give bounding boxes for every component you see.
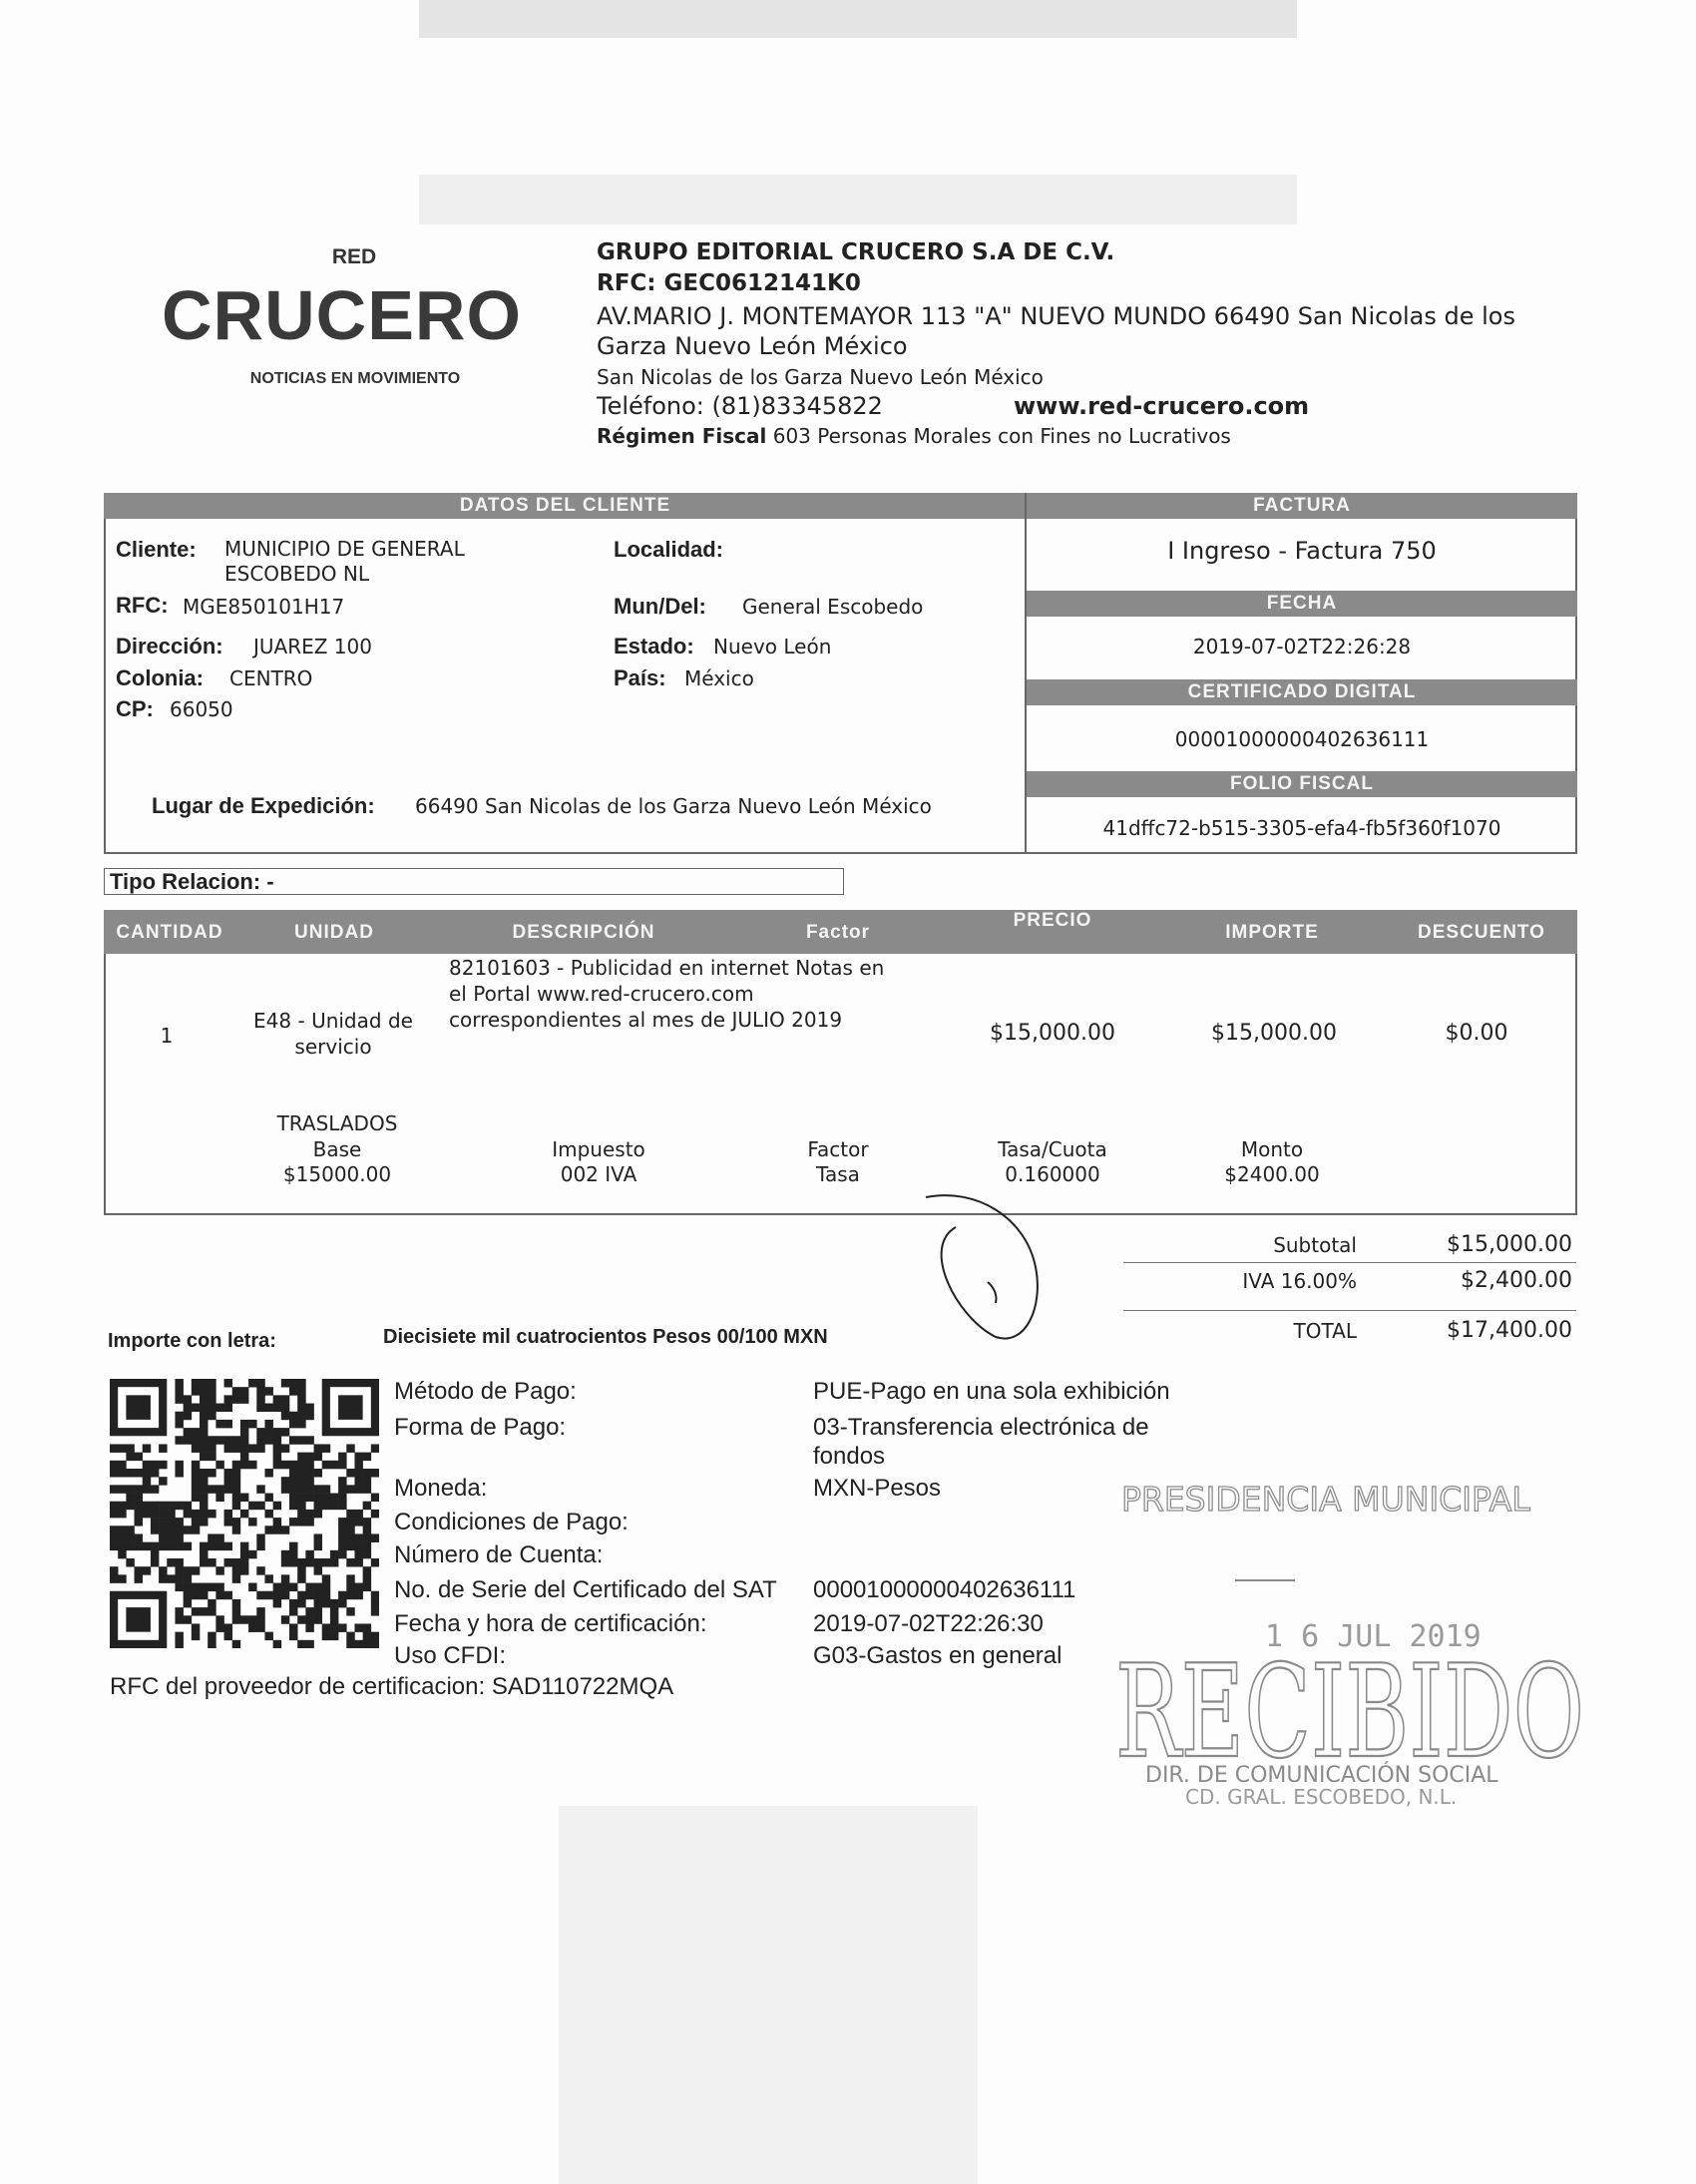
issuer-name: GRUPO EDITORIAL CRUCERO S.A DE C.V. bbox=[597, 239, 1115, 265]
cliente-value-line1: MUNICIPIO DE GENERAL bbox=[224, 537, 465, 561]
row-precio: $15,000.00 bbox=[990, 1021, 1115, 1046]
issuer-regime bbox=[597, 424, 1231, 448]
traslados-factor-value: Tasa bbox=[816, 1162, 860, 1186]
cp-value: 66050 bbox=[170, 697, 233, 721]
logo-top-word: RED bbox=[331, 245, 377, 268]
bleed-through-band bbox=[419, 175, 1297, 224]
subtotal-label: Subtotal bbox=[1273, 1233, 1357, 1257]
importe-letra-value: Diecisiete mil cuatrocientos Pesos 00/100 MXN bbox=[383, 1326, 828, 1348]
traslados-factor-label: Factor bbox=[807, 1137, 869, 1161]
forma-pago-value-line1: 03-Transferencia electrónica de bbox=[813, 1414, 1149, 1441]
lugar-expedicion-value: 66490 San Nicolas de los Garza Nuevo León México bbox=[415, 794, 932, 818]
folio-value: 41dffc72-b515-3305-efa4-fb5f360f1070 bbox=[1102, 816, 1501, 840]
subtotal-value: $15,000.00 bbox=[1447, 1232, 1572, 1257]
invoice-section-header: FACTURA bbox=[1027, 493, 1577, 519]
svg-text:RECIBIDO: RECIBIDO bbox=[1115, 1638, 1584, 1787]
tipo-relacion-value: - bbox=[266, 869, 274, 894]
localidad-label: Localidad: bbox=[614, 537, 724, 562]
col-cantidad: CANTIDAD bbox=[116, 922, 223, 943]
total-value: $17,400.00 bbox=[1447, 1318, 1572, 1343]
uso-cfdi-label: Uso CFDI: bbox=[394, 1642, 507, 1669]
traslados-impuesto-label: Impuesto bbox=[552, 1137, 645, 1161]
metodo-pago-value: PUE-Pago en una sola exhibición bbox=[813, 1378, 1170, 1405]
bleed-through-top-bar bbox=[419, 0, 1297, 38]
forma-pago-value-line2: fondos bbox=[813, 1443, 886, 1470]
traslados-impuesto-value: 002 IVA bbox=[560, 1162, 637, 1186]
colonia-value: CENTRO bbox=[229, 666, 313, 690]
col-descripcion: DESCRIPCIÓN bbox=[512, 922, 655, 943]
lugar-expedicion-label: Lugar de Expedición: bbox=[152, 793, 375, 818]
mundel-label: Mun/Del: bbox=[614, 594, 706, 619]
traslados-tasa-label: Tasa/Cuota bbox=[998, 1137, 1107, 1161]
colonia-label: Colonia: bbox=[116, 665, 204, 690]
estado-label: Estado: bbox=[614, 634, 694, 658]
fecha-header: FECHA bbox=[1027, 591, 1577, 617]
traslados-base-value: $15000.00 bbox=[282, 1162, 392, 1186]
estado-value: Nuevo León bbox=[713, 635, 832, 658]
condiciones-label: Condiciones de Pago: bbox=[394, 1509, 629, 1535]
traslados-monto-value: $2400.00 bbox=[1224, 1162, 1320, 1186]
cliente-label: Cliente: bbox=[116, 537, 197, 562]
pais-label: País: bbox=[614, 665, 666, 690]
total-label: TOTAL bbox=[1293, 1319, 1357, 1343]
regime-value: 603 Personas Morales con Fines no Lucrativos bbox=[772, 424, 1231, 448]
handwritten-check-mark bbox=[916, 1187, 1065, 1357]
cp-label: CP: bbox=[116, 696, 154, 721]
pais-value: México bbox=[684, 666, 754, 690]
logo-main-word: CRUCERO bbox=[162, 276, 522, 354]
tipo-relacion-label: Tipo Relacion: bbox=[110, 869, 261, 894]
col-unidad: UNIDAD bbox=[294, 922, 374, 943]
fecha-value: 2019-07-02T22:26:28 bbox=[1192, 635, 1412, 658]
issuer-address-line2: Garza Nuevo León México bbox=[597, 332, 908, 360]
issuer-phone: Teléfono: (81)83345822 bbox=[597, 392, 883, 420]
subtotal-rule bbox=[1123, 1262, 1576, 1263]
certificado-header: CERTIFICADO DIGITAL bbox=[1027, 679, 1577, 705]
direccion-value: JUAREZ 100 bbox=[253, 635, 372, 658]
regime-label: Régimen Fiscal bbox=[597, 424, 767, 448]
issuer-city-line: San Nicolas de los Garza Nuevo León México bbox=[597, 365, 1044, 389]
certificado-value: 00001000000402636111 bbox=[1174, 727, 1430, 751]
svg-text:PRESIDENCIA MUNICIPAL: PRESIDENCIA MUNICIPAL bbox=[1121, 1480, 1530, 1519]
issuer-address-line1: AV.MARIO J. MONTEMAYOR 113 "A" NUEVO MUNDO 66490 San Nicolas de los bbox=[597, 302, 1515, 330]
rfc-proveedor-value: SAD110722MQA bbox=[491, 1673, 674, 1700]
row-descuento: $0.00 bbox=[1445, 1021, 1508, 1046]
bleed-through-figure bbox=[559, 1806, 978, 2184]
row-desc-line1: 82101603 - Publicidad en internet Notas en bbox=[449, 956, 885, 980]
traslados-title: TRASLADOS bbox=[276, 1111, 398, 1135]
tipo-relacion bbox=[110, 869, 274, 895]
folio-header: FOLIO FISCAL bbox=[1027, 771, 1577, 797]
rfc-label: RFC: bbox=[116, 593, 169, 618]
issuer-rfc: RFC: GEC0612141K0 bbox=[597, 270, 861, 296]
svg-text:CD. GRAL. ESCOBEDO, N.L.: CD. GRAL. ESCOBEDO, N.L. bbox=[1185, 1785, 1458, 1808]
moneda-value: MXN-Pesos bbox=[813, 1475, 942, 1502]
importe-letra-label: Importe con letra: bbox=[108, 1330, 276, 1352]
rfc-proveedor-label: RFC del proveedor de certificacion: bbox=[110, 1673, 486, 1700]
iva-value: $2,400.00 bbox=[1461, 1268, 1572, 1293]
svg-text:1 6 JUL 2019: 1 6 JUL 2019 bbox=[1265, 1619, 1482, 1654]
col-descuento: DESCUENTO bbox=[1418, 922, 1545, 943]
traslados-monto-label: Monto bbox=[1240, 1137, 1304, 1161]
factura-value: I Ingreso - Factura 750 bbox=[1167, 537, 1437, 565]
col-factor: Factor bbox=[805, 922, 871, 943]
iva-label: IVA 16.00% bbox=[1242, 1269, 1357, 1293]
row-unidad-line1: E48 - Unidad de bbox=[253, 1009, 413, 1033]
numero-cuenta-label: Número de Cuenta: bbox=[394, 1541, 604, 1568]
rfc-proveedor bbox=[110, 1673, 673, 1701]
col-precio: PRECIO bbox=[1013, 910, 1092, 931]
row-desc-line3: correspondientes al mes de JULIO 2019 bbox=[449, 1008, 843, 1032]
svg-text:DIR. DE COMUNICACIÓN SOCIAL: DIR. DE COMUNICACIÓN SOCIAL bbox=[1145, 1763, 1498, 1788]
client-section-header: DATOS DEL CLIENTE bbox=[104, 493, 1027, 519]
qr-code bbox=[110, 1379, 379, 1648]
serie-certificado-label: No. de Serie del Certificado del SAT bbox=[394, 1576, 777, 1603]
fecha-certificacion-value: 2019-07-02T22:26:30 bbox=[813, 1610, 1044, 1637]
row-unidad-line2: servicio bbox=[294, 1035, 372, 1059]
received-stamp bbox=[1115, 1479, 1614, 1808]
forma-pago-label: Forma de Pago: bbox=[394, 1414, 567, 1441]
mundel-value: General Escobedo bbox=[742, 595, 924, 619]
traslados-tasa-value: 0.160000 bbox=[1005, 1162, 1100, 1186]
row-desc-line2: el Portal www.red-crucero.com bbox=[449, 982, 754, 1006]
iva-rule bbox=[1123, 1310, 1576, 1311]
issuer-website: www.red-crucero.com bbox=[1014, 392, 1310, 420]
metodo-pago-label: Método de Pago: bbox=[394, 1378, 577, 1405]
moneda-label: Moneda: bbox=[394, 1475, 488, 1502]
serie-certificado-value: 00001000000402636111 bbox=[813, 1576, 1076, 1603]
row-cantidad: 1 bbox=[160, 1024, 174, 1048]
logo-tagline: NOTICIAS EN MOVIMIENTO bbox=[249, 370, 461, 387]
traslados-base-label: Base bbox=[312, 1137, 362, 1161]
fecha-certificacion-label: Fecha y hora de certificación: bbox=[394, 1610, 707, 1637]
col-importe: IMPORTE bbox=[1225, 922, 1319, 943]
uso-cfdi-value: G03-Gastos en general bbox=[813, 1642, 1062, 1669]
cliente-value-line2: ESCOBEDO NL bbox=[224, 562, 369, 586]
rfc-value: MGE850101H17 bbox=[183, 595, 345, 619]
row-importe: $15,000.00 bbox=[1211, 1021, 1337, 1046]
direccion-label: Dirección: bbox=[116, 634, 223, 658]
